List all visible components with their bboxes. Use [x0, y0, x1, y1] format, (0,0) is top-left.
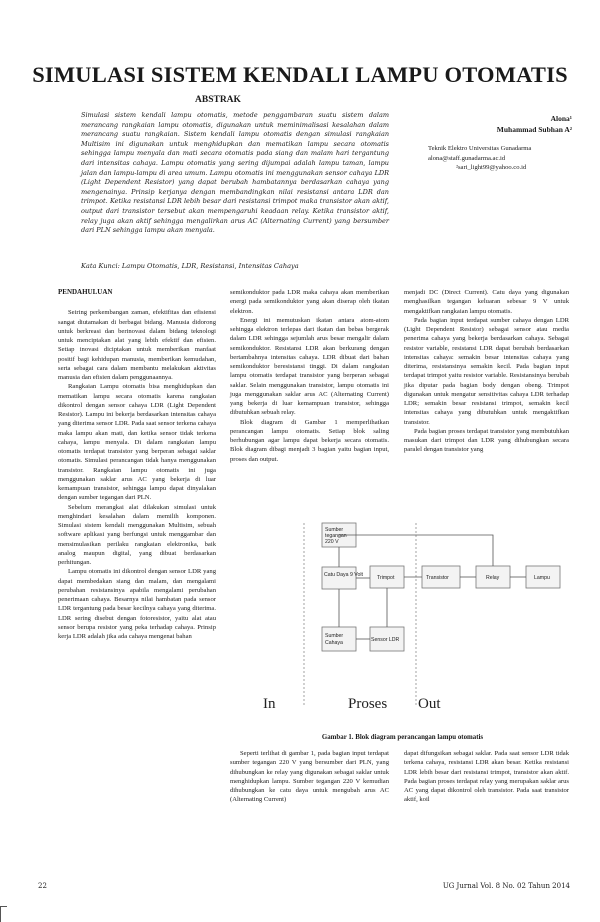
section-heading: PENDAHULUAN	[58, 288, 113, 296]
label-relay: Relay	[486, 575, 500, 581]
paragraph: Seiring perkembangan zaman, efektifitas dan efisiensi sangat diutamakan di berbagai bidang. Manusia didorong untuk berkreasi dan berinovasi dalam bidang teknologi untuk menciptakan alat yang lebih efektif dan efisien. Setiap inovasi diciptakan untuk memberikan manfaat positif bagi kehidupan manusia, memberikan kemudahan, serta sebagai cara dalam membantu melakukan aktivitas manusia dan efisien dalam penggunaannya.	[58, 309, 216, 381]
author-2: Muhammad Subhan A²	[496, 125, 572, 134]
paragraph: Blok diagram di Gambar 1 memperlihatkan perancangan lampu otomatis. Setiap blok saling berhubungan agar lampu dapat bekerja secara otomatis. Blok diagram dibagi menjadi 3 bagian yaitu bagian input, proses dan output.	[230, 418, 389, 463]
keywords: Kata Kunci: Lampu Otomatis, LDR, Resistansi, Intensitas Cahaya	[81, 262, 299, 270]
paragraph: Energi ini memutuskan ikatan antara atom-atom sehingga elektron terlepas dari ikatan dan bebas bergerak dalam LDR sehingga sejumlah arus besar mengalir dalam semikonduktor. Resistansi LDR akan berkurang dengan bertambahnya intensitas cahaya. LDR dibuat dari bahan semikonduktor beresistansi tinggi. Di dalam rangkaian lampu otomatis terdapat transistor yang berperan sebagai saklar. Selain menggunakan transistor, lampu otomatis ini juga menggunakan saklar arus AC (Alternating Current) yang bekerja di luar kemampuan transistor, sehingga dibutuhkan sebuah relay.	[230, 316, 389, 417]
label-trimpot: Trimpot	[377, 575, 395, 581]
svg-text:tegangan: tegangan	[325, 533, 347, 539]
column-3-bottom	[404, 749, 569, 805]
email-2: ²sari_light99@yahoo.co.id	[456, 164, 527, 172]
page-number: 22	[38, 882, 47, 890]
paragraph: menjadi DC (Direct Current). Catu daya yang digunakan menghasilkan tegangan keluaran sebesar 9 V untuk mengaktifkan rangkaian lampu otomatis.	[404, 289, 569, 315]
figure-caption: Gambar 1. Blok diagram perancangan lampu otomatis	[321, 734, 484, 741]
column-2-bottom	[230, 749, 389, 805]
label-proses: Proses	[348, 696, 388, 712]
box-sumber-cahaya	[322, 627, 356, 651]
abstract-text: Simulasi sistem kendali lampu otomatis, metode penggambaran suatu sistem dalam merancang rangkaian lampu otomatis, digunakan untuk meminimalisasi kesalahan dalam merancang suatu rangkaian. Sistem kendali lampu otomatis dengan simulasi rangkaian Multisim ini digunakan untuk menghidupkan dan mematikan lampu secara otomatis sehingga lampu menyala dan mati secara otomatis pada siang dan malam hari tergantung dari intensitas cahaya. Lampu otomatis yang sering dijumpai adalah lampu taman, lampu jalan dan lampu-lampu di area umum. Lampu otomatis ini menggunakan sensor cahaya LDR (Light Dependent Resistor) yang dapat berubah hambatannya berdasarkan cahaya yang mengenainya. Prinsip kerjanya dengan membandingkan nilai resistansi antara LDR dan trimpot. Ketika resistansi LDR lebih besar dari resistansi trimpot maka transistor akan aktif, output dari transistor tersebut akan mempengaruhi keadaan relay. Ketika transistor aktif, relay juga akan aktif sehingga mengalirkan arus AC (Alternating Current) yang bersumber dari PLN sehingga lampu akan menyala.	[81, 111, 389, 235]
paragraph: Pada bagian input terdapat sumber cahaya dengan LDR (Light Dependent Resistor) sebagai sensor atau media penerima cahaya yang bekerja berdasarkan cahaya. Sebagai resistor variable, resistansi LDR dapat berubah berdasarkan intensitas cahaya: semakin besar intensitas cahaya yang diterima, resistansinya semakin kecil. Pada bagian input terdapat trimpot yaitu resistor variable. Resistansinya berubah jika diputar pada bagian body dengan obeng. Trimpot digunakan untuk mengatur sensitivitas cahaya LDR terhadap LDR; semakin besar resistansi trimpot, semakin kecil intensitas cahaya yang dibutuhkan untuk mengaktifkan transistor.	[404, 316, 569, 426]
column-3	[404, 288, 569, 455]
box-catu-daya	[322, 567, 356, 589]
journal-footer: UG Jurnal Vol. 8 No. 02 Tahun 2014	[442, 882, 570, 890]
paragraph: Seperti terlihat di gambar 1, pada bagian input terdapat sumber tegangan 220 V yang bersumber dari PLN, yang dihubungkan ke relay yang digunakan sebagai saklar untuk menghidupkan lampu. Sumber tegangan 220 V kemudian dihubungkan ke catu daya untuk mengubah arus AC (Alternating Current)	[230, 750, 389, 804]
column-1	[58, 288, 216, 641]
label-in: In	[263, 696, 276, 712]
author-1: Alona¹	[550, 114, 572, 123]
paragraph: Pada bagian proses terdapat transistor yang membutuhkan masukan dari trimpot dan LDR yang dihubungkan secara paralel dengan transistor yang	[404, 427, 569, 454]
paragraph: Rangkaian Lampu otomatis bisa menghidupkan dan mematikan lampu secara otomatis karena rangkaian dikontrol dengan sensor cahaya LDR (Light Dependent Resistor). Lampu ini bekerja berdasarkan intensitas cahaya yang diterima sensor LDR. Pada saat sensor terkena cahaya maka lampu akan mati, dan ketika sensor tidak terkena cahaya, lampu menyala. Di dalam rangkaian lampu otomatis terdapat transistor yang berperan sebagai saklar otomatis. Simulasi perancangan tidak hanya menggunakan transistor. Rangkaian lampu otomatis ini juga menggunakan saklar arus AC yang bekerja di luar kemampuan transistor, sehingga lampu dapat dinyalakan dengan sumber tegangan dari PLN.	[58, 383, 216, 502]
label-lampu: Lampu	[534, 575, 550, 581]
paper-title: SIMULASI SISTEM KENDALI LAMPU OTOMATIS	[32, 62, 568, 87]
abstract-heading: ABSTRAK	[195, 95, 241, 105]
paragraph: dapat difungsikan sebagai saklar. Pada saat sensor LDR tidak terkena cahaya, resistansi LDR akan besar. Ketika resistansi LDR lebih besar dari resistansi trimpot, transistor akan aktif. Pada bagian proses terdapat relay yang merupakan saklar arus AC yang dapat dikontrol oleh transistor. Pada saat transistor aktif, koil	[404, 750, 569, 804]
svg-text:220 V: 220 V	[325, 539, 339, 545]
label-sensor-ldr: Sensor LDR	[371, 637, 400, 643]
block-diagram-figure	[238, 521, 568, 729]
crop-mark	[0, 906, 7, 922]
paragraph: Sebelum merangkai alat dilakukan simulasi untuk menghindari kesalahan dalam memilih komponen. Simulasi sistem kendali menggunakan Multisim, sebuah software aplikasi yang berfungsi untuk menggambar dan mensimulasikan perilaku rangkaian elektronika, baik analog maupun digital, yang dibuat berdasarkan perhitungan.	[58, 503, 216, 566]
affiliation: Teknik Elektro Universitas Gunadarma	[428, 145, 532, 152]
affiliation-block	[428, 144, 578, 173]
svg-text:Sumber: Sumber	[325, 633, 344, 639]
label-catu-daya: Catu Daya 9 Volt	[324, 572, 363, 578]
column-2	[230, 288, 389, 464]
paragraph: semikonduktor pada LDR maka cahaya akan memberikan energi pada semikonduktor yang akan diserap oleh ikatan elektron.	[230, 289, 389, 315]
label-sumber-tegangan: Sumber	[325, 527, 344, 533]
author-block	[497, 113, 572, 135]
paragraph: Lampu otomatis ini dikontrol dengan sensor LDR yang dapat membedakan siang dan malam, dan mengalami perubahan resistansinya apabila mengalami perubahan penerimaan cahaya. Besarnya nilai hambatan pada sensor LDR tergantung pada besar kecilnya cahaya yang diterima. LDR sering disebut dengan fotoresistor, yaitu alat atau sensor berupa resistor yang peka terhadap cahaya. Prinsip kerja LDR adalah jika ada cahaya mengenai bahan	[58, 568, 216, 640]
email-1: alona@staff.gunadarma.ac.id	[428, 154, 506, 162]
label-out: Out	[418, 696, 441, 712]
svg-text:Cahaya: Cahaya	[325, 640, 343, 646]
label-transistor: Transistor	[426, 575, 449, 581]
